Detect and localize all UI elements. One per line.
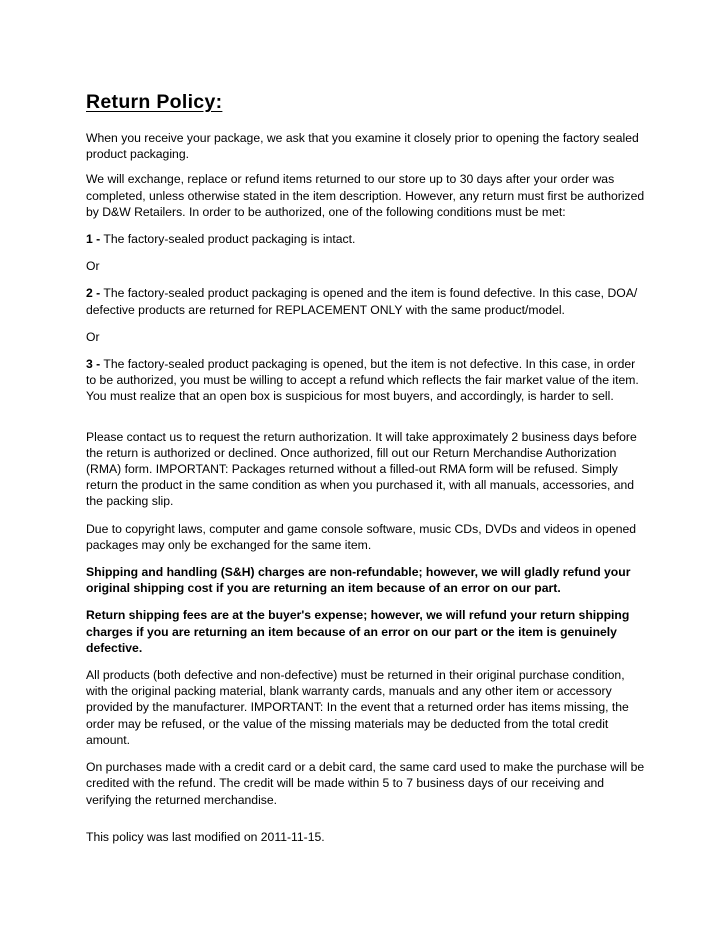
condition-1 — [86, 231, 646, 247]
condition-2-label: 2 - — [86, 286, 101, 301]
intro-paragraph: When you receive your package, we ask that you examine it closely prior to opening the factory sealed product packaging. — [86, 131, 639, 162]
condition-1-label: 1 - — [86, 232, 101, 247]
original-condition-paragraph: All products (both defective and non-defective) must be returned in their original purchase condition, with the original packing material, blank warranty cards, manuals and any other item or accessory provided by the manufacturer. IMPORTANT: In the event that a returned order has items missing, the order may be refused, or the value of the missing materials may be deducted from the total credit amount. — [86, 668, 629, 747]
authorization-paragraph: Please contact us to request the return authorization. It will take approximately 2 business days before the return is authorized or declined. Once authorized, fill out our Return Merchandise Authorization (RMA) form. IMPORTANT: Packages returned without a filled-out RMA form will be refused. Simply return the product in the same condition as when you purchased it, with all manuals, accessories, and the packing slip. — [86, 429, 637, 509]
or-separator-2: Or — [86, 329, 100, 344]
return-shipping-paragraph: Return shipping fees are at the buyer's expense; however, we will refund your return shipping charges if you are returning an item because of an error on our part or the item is genuinely defective. — [86, 608, 630, 655]
page-title: Return Policy: — [86, 91, 223, 113]
policy-document — [86, 90, 646, 845]
exchange-paragraph: We will exchange, replace or refund items returned to our store up to 30 days after your order was completed, unless otherwise stated in the item description. However, any return must first be authorized by D&W Retailers. In order to be authorized, one of the following conditions must be met: — [86, 172, 645, 219]
credit-card-paragraph: On purchases made with a credit card or a debit card, the same card used to make the purchase will be credited with the refund. The credit will be made within 5 to 7 business days of our receiving and verifying the returned merchandise. — [86, 760, 645, 807]
condition-1-text: The factory-sealed product packaging is intact. — [100, 232, 356, 247]
shipping-handling-paragraph: Shipping and handling (S&H) charges are non-refundable; however, we will gladly refund your original shipping cost if you are returning an item because of an error on our part. — [86, 565, 631, 596]
copyright-paragraph: Due to copyright laws, computer and game console software, music CDs, DVDs and videos in opened packages may only be exchanged for the same item. — [86, 521, 637, 552]
condition-3-text: The factory-sealed product packaging is opened, but the item is not defective. In this case, in order to be authorized, you must be willing to accept a refund which reflects the fair market value of the item. You must realize that an open box is suspicious for most buyers, and accordingly, is harder to sell. — [86, 357, 639, 404]
or-separator-1: Or — [86, 259, 100, 274]
condition-2 — [86, 285, 646, 317]
last-modified-paragraph: This policy was last modified on 2011-11-15. — [86, 829, 325, 844]
condition-2-text: The factory-sealed product packaging is opened and the item is found defective. In this case, DOA/ defective products are returned for REPLACEMENT ONLY with the same product/model. — [86, 286, 638, 317]
condition-3 — [86, 356, 646, 405]
condition-3-label: 3 - — [86, 357, 101, 372]
